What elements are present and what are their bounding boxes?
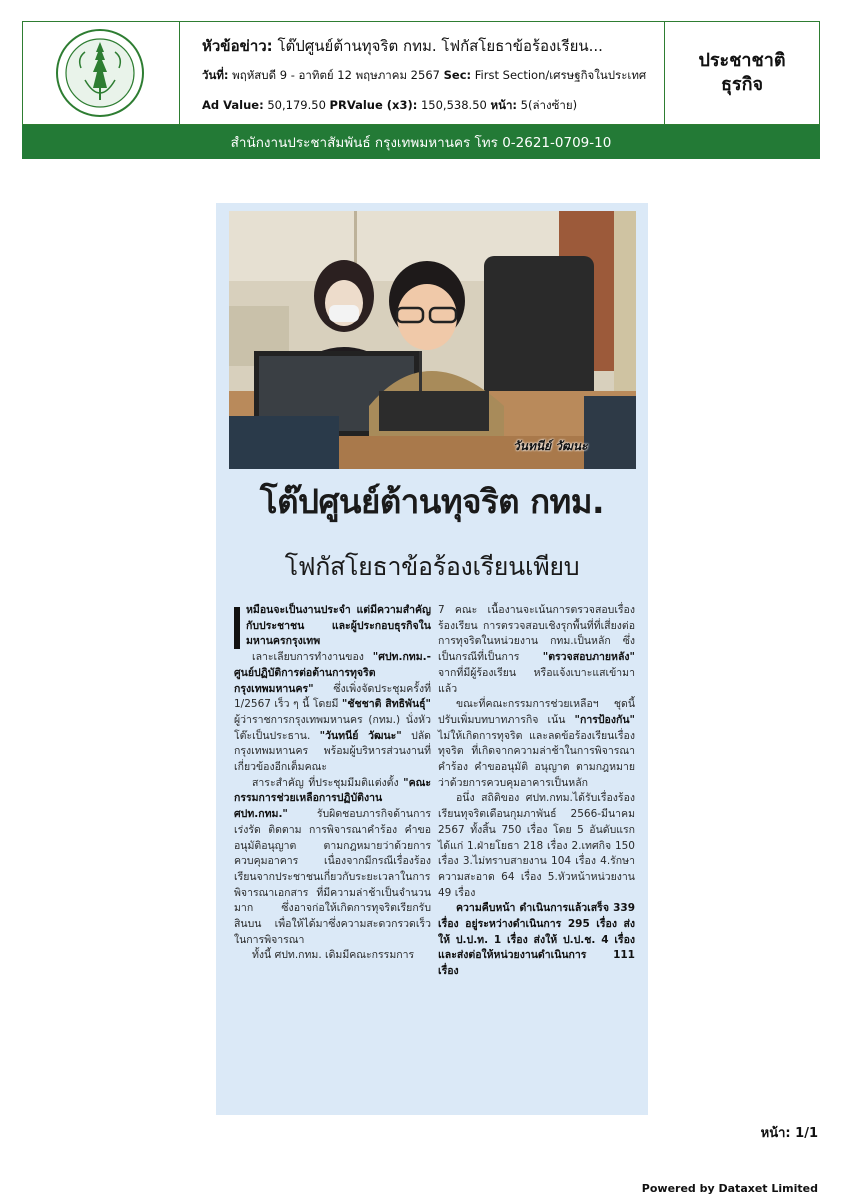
- text-span: ไม่ให้เกิดการทุจริต และลดข้อร้องเรียนเรื่องทุจริต ที่เกิดจากความล่าช้าในการพิจารณาคำร้อง คำขออนุมัติ อนุญาต ตามกฎหมายว่าด้วยการควบคุมอาคารเป็นหลัก: [438, 729, 635, 789]
- page-label: หน้า:: [490, 98, 517, 112]
- paragraph: [438, 901, 635, 980]
- date-label: วันที่:: [202, 68, 229, 82]
- paragraph: อนึ่ง สถิติของ ศปท.กทม.ได้รับเรื่องร้องเรียนทุจริตเดือนกุมภาพันธ์ 2566-มีนาคม 2567 ทั้งสิ้น 750 เรื่อง โดย 5 อันดับแรก ได้แก่ 1.ฝ่ายโยธา 218 เรื่อง 2.เทศกิจ 150 เรื่อง 3.ไม่ทราบสายงาน 104 เรื่อง 4.รักษาความสะอาด 64 เรื่อง 5.หัวหน้าหน่วยงาน 49 เรื่อง: [438, 792, 635, 899]
- article-right-column: [438, 603, 635, 980]
- article-photo: [229, 211, 636, 469]
- clipping-header: [22, 21, 820, 125]
- office-banner: สำนักงานประชาสัมพันธ์ กรุงเทพมหานคร โทร 0-2621-0709-10: [22, 125, 820, 159]
- bangkok-seal-icon: [55, 28, 145, 118]
- news-clipping: [216, 203, 648, 1115]
- newspaper-name-line1: ประชาชาติ: [698, 50, 786, 71]
- paragraph: [438, 603, 635, 697]
- text-span: สาระสำคัญ ที่ประชุมมีมติแต่งตั้ง: [252, 776, 399, 789]
- paragraph: [438, 697, 635, 791]
- headline-row: [202, 34, 603, 58]
- text-span: จากที่มีผู้ร้องเรียน หรือแจ้งเบาะแสเข้ามาแล้ว: [438, 666, 635, 695]
- bold-span: "การป้องกัน": [574, 713, 635, 726]
- bold-span: "ตรวจสอบภายหลัง": [542, 651, 635, 664]
- bold-span: "ศปท.กทม.-ศูนย์ปฏิบัติการต่อต้านการทุจริตกรุงเทพมหานคร": [234, 651, 431, 695]
- logo-cell: [23, 22, 180, 124]
- text-span: รับผิดชอบภารกิจด้านการเร่งรัด ติดตาม การพิจารณาคำร้อง คำขออนุมัติอนุญาต ตามกฎหมายว่าด้วยการควบคุมอาคาร เนื่องจากมีกรณีเรื่องร้องเรียนจากประชาชนเกี่ยวกับระยะเวลาในการพิจารณาเอกสาร ที่มีความล่าช้าเป็นจำนวนมาก ซึ่งอาจก่อให้เกิดการทุจริตเรียกรับสินบน เพื่อให้ได้มาซึ่งความสะดวกรวดเร็วในการพิจารณา: [234, 808, 431, 946]
- photo-caption: วันทนีย์ วัฒนะ: [513, 439, 588, 453]
- article-title: โต๊ปศูนย์ต้านทุจริต กทม.: [259, 482, 605, 521]
- paragraph: [234, 650, 431, 776]
- headline-value: โต๊ปศูนย์ต้านทุจริต กทม. โฟกัสโยธาข้อร้องเรียน...: [277, 37, 603, 55]
- drop-cap-bar: [234, 607, 240, 649]
- headline-label: หัวข้อข่าว:: [202, 37, 273, 55]
- paragraph: [234, 776, 431, 949]
- text-span: ซึ่งเพิ่งจัดประชุมครั้งที่ 1/2567 เร็ว ๆ นี้ โดยมี: [234, 682, 431, 711]
- section-label: Sec:: [443, 68, 472, 82]
- newspaper-name-cell: [665, 22, 819, 124]
- newspaper-name: [698, 49, 785, 97]
- powered-by: Powered by Dataxet Limited: [641, 1182, 818, 1195]
- text-span: ขณะที่คณะกรรมการช่วยเหลือฯ ชุดนี้ ปรับเพิ่มบทบาทภารกิจ เน้น: [438, 698, 635, 726]
- text-span: ผู้ว่าราชการกรุงเทพมหานคร (กทม.) นั่งหัวโต๊ะเป็นประธาน.: [234, 713, 431, 742]
- bold-span: ความคืบหน้า ดำเนินการแล้วเสร็จ 339 เรื่อง อยู่ระหว่างดำเนินการ 295 เรื่อง ส่งให้ ป.ป.ท. 1 เรื่อง ส่งให้ ป.ป.ช. 4 เรื่อง และส่งต่อให้หน่วยงานดำเนินการ 111 เรื่อง: [438, 902, 635, 978]
- date-row: [202, 67, 646, 85]
- ad-value-label: Ad Value:: [202, 98, 264, 112]
- pr-value: 150,538.50: [420, 98, 487, 112]
- meeting-photo-illustration: [229, 211, 636, 469]
- bold-span: "คณะกรรมการช่วยเหลือการปฏิบัติงาน ศปท.กทม.": [234, 776, 432, 821]
- text-span: เลาะเลียบการทำงานของ: [252, 651, 364, 664]
- page-number: หน้า: 1/1: [760, 1126, 818, 1141]
- page-value: 5(ล่างซ้าย): [520, 98, 578, 112]
- clipping-info: [180, 22, 665, 124]
- paragraph: ทั้งนี้ ศปท.กทม. เดิมมีคณะกรรมการ: [252, 949, 415, 962]
- bold-span: "ชัชชาติ สิทธิพันธุ์": [341, 698, 432, 711]
- article-left-column: [234, 603, 431, 964]
- paragraph: [234, 603, 431, 650]
- text-span: ปลัดกรุงเทพมหานคร พร้อมผู้บริหารส่วนงานที่เกี่ยวข้องอีกเต็มคณะ: [234, 729, 431, 774]
- ad-value: 50,179.50: [267, 98, 326, 112]
- value-row: [202, 97, 577, 115]
- bold-span: "วันทนีย์ วัฒนะ": [319, 729, 402, 742]
- article-subtitle: โฟกัสโยธาข้อร้องเรียนเพียบ: [284, 552, 580, 581]
- newspaper-name-line2: ธุรกิจ: [720, 74, 764, 95]
- pr-value-label: PRValue (x3):: [329, 98, 418, 112]
- text-span: 7 คณะ เนื้องานจะเน้นการตรวจสอบเรื่องร้องเรียน การตรวจสอบเชิงรุกพื้นที่ที่เสี่ยงต่อการทุจริตในหน่วยงาน กทม.เป็นหลัก ซึ่งเป็นกรณีที่เป็นการ: [438, 604, 635, 664]
- date-value: พฤหัสบดี 9 - อาทิตย์ 12 พฤษภาคม 2567: [232, 68, 440, 82]
- section-value: First Section/เศรษฐกิจในประเทศ: [474, 68, 647, 82]
- lead-text: หมือนจะเป็นงานประจำ แต่มีความสำคัญกับประชาชน และผู้ประกอบธุรกิจในมหานครกรุงเทพ: [246, 604, 431, 648]
